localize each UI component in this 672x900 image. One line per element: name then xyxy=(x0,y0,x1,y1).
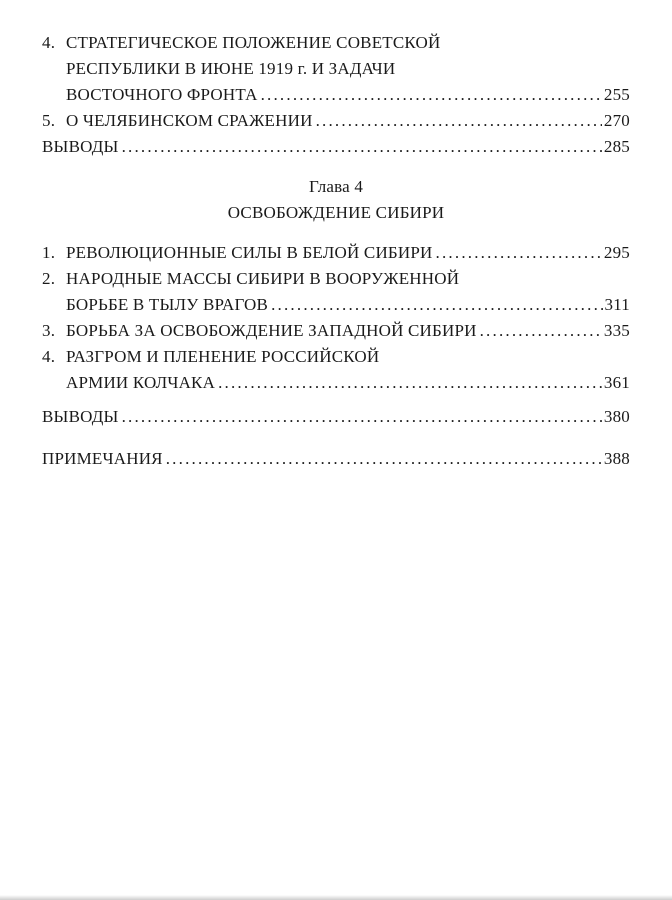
toc-section-chapter-4 xyxy=(42,240,630,396)
toc-entry-page-number: 295 xyxy=(603,243,630,262)
toc-entry-text: ПРИМЕЧАНИЯ xyxy=(42,449,163,468)
dot-leader xyxy=(261,82,602,108)
toc-entry-number: 1. xyxy=(42,243,56,262)
toc-entry-page-number: 285 xyxy=(603,137,630,156)
toc-entry-line xyxy=(42,370,630,396)
toc-entry-page-number: 380 xyxy=(603,407,630,426)
toc-entry xyxy=(42,30,630,108)
toc-entry-line xyxy=(42,344,630,370)
toc-entry-line xyxy=(42,82,630,108)
toc-entry-text: ВЫВОДЫ xyxy=(42,407,119,426)
toc-entry-line xyxy=(42,134,630,160)
toc-entry-number: 4. xyxy=(42,33,56,52)
toc-entry-text: ВОСТОЧНОГО ФРОНТА xyxy=(66,85,258,104)
dot-leader xyxy=(436,240,602,266)
toc-entry-conclusions xyxy=(42,134,630,160)
toc-entry xyxy=(42,266,630,318)
toc-entry xyxy=(42,108,630,134)
toc-entry-text: РЕСПУБЛИКИ В ИЮНЕ 1919 г. И ЗАДАЧИ xyxy=(66,59,396,78)
toc-entry-conclusions xyxy=(42,404,630,430)
toc-entry-text: НАРОДНЫЕ МАССЫ СИБИРИ В ВООРУЖЕННОЙ xyxy=(66,269,460,288)
toc-entry-text: БОРЬБА ЗА ОСВОБОЖДЕНИЕ ЗАПАДНОЙ СИБИРИ xyxy=(66,321,477,340)
chapter-heading xyxy=(42,174,630,226)
toc-entry-number: 5. xyxy=(42,111,56,130)
chapter-title: ОСВОБОЖДЕНИЕ СИБИРИ xyxy=(227,203,445,222)
toc-entry-line xyxy=(42,30,630,56)
chapter-label: Глава 4 xyxy=(308,177,364,196)
dot-leader xyxy=(122,134,602,160)
toc-entry-line xyxy=(42,404,630,430)
toc-entry-page-number: 388 xyxy=(603,449,630,468)
toc-entry-page-number: 361 xyxy=(603,373,630,392)
toc-entry xyxy=(42,318,630,344)
toc-entry-page-number: 255 xyxy=(603,85,630,104)
toc-entry-text: БОРЬБЕ В ТЫЛУ ВРАГОВ xyxy=(66,295,269,314)
toc-entry-text: ВЫВОДЫ xyxy=(42,137,119,156)
toc-entry-line xyxy=(42,446,630,472)
dot-leader xyxy=(166,446,602,472)
dot-leader xyxy=(271,292,602,318)
toc-entry-line xyxy=(42,266,630,292)
dot-leader xyxy=(480,318,602,344)
toc-entry-text: РАЗГРОМ И ПЛЕНЕНИЕ РОССИЙСКОЙ xyxy=(66,347,380,366)
toc-section-prev-chapter xyxy=(42,30,630,160)
toc-entry-text: АРМИИ КОЛЧАКА xyxy=(66,373,216,392)
toc-entry-page-number: 311 xyxy=(604,295,630,314)
dot-leader xyxy=(122,404,602,430)
toc-entry-line xyxy=(42,56,630,82)
toc-entry-page-number: 270 xyxy=(603,111,630,130)
toc-entry-text: О ЧЕЛЯБИНСКОМ СРАЖЕНИИ xyxy=(66,111,313,130)
toc-entry-text: СТРАТЕГИЧЕСКОЕ ПОЛОЖЕНИЕ СОВЕТСКОЙ xyxy=(66,33,441,52)
dot-leader xyxy=(316,108,602,134)
toc-entry-number: 2. xyxy=(42,269,56,288)
toc-entry xyxy=(42,240,630,266)
page-bottom-edge xyxy=(0,895,672,900)
toc-entry-notes xyxy=(42,446,630,472)
toc-entry-text: РЕВОЛЮЦИОННЫЕ СИЛЫ В БЕЛОЙ СИБИРИ xyxy=(66,243,433,262)
toc-entry-line xyxy=(42,108,630,134)
toc-entry-number: 3. xyxy=(42,321,56,340)
toc-entry-line xyxy=(42,318,630,344)
toc-entry-line xyxy=(42,292,630,318)
toc-entry-number: 4. xyxy=(42,347,56,366)
toc-entry xyxy=(42,344,630,396)
toc-entry-line xyxy=(42,240,630,266)
dot-leader xyxy=(218,370,602,396)
toc-entry-page-number: 335 xyxy=(603,321,630,340)
